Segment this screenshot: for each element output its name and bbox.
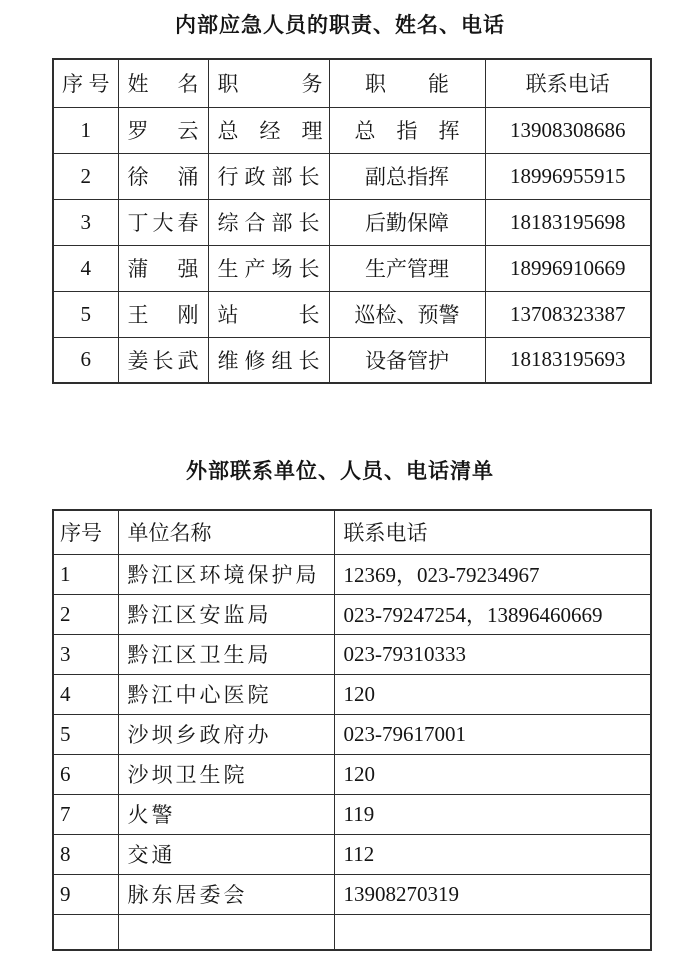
cell-phone: 13908270319 — [334, 874, 651, 914]
table-row — [53, 245, 651, 291]
cell-phone: 13908308686 — [485, 107, 651, 153]
table-row — [53, 554, 651, 594]
cell-serial: 6 — [53, 754, 118, 794]
cell-role: 设备管护 — [329, 337, 485, 383]
cell-phone: 13708323387 — [485, 291, 651, 337]
cell-serial: 7 — [53, 794, 118, 834]
cell-phone: 119 — [334, 794, 651, 834]
internal-header-row — [53, 59, 651, 107]
table-row — [53, 874, 651, 914]
cell-role: 后勤保障 — [329, 199, 485, 245]
internal-table-title: 内部应急人员的职责、姓名、电话 — [175, 13, 505, 37]
cell-serial: 2 — [53, 594, 118, 634]
cell-serial: 1 — [53, 554, 118, 594]
cell-phone: 023-79247254，13896460669 — [334, 594, 651, 634]
cell-unit: 黔江区环境保护局 — [118, 554, 334, 594]
cell-phone: 18996910669 — [485, 245, 651, 291]
cell-name: 姜长武 — [118, 337, 208, 383]
table-row — [53, 674, 651, 714]
cell-serial: 5 — [53, 714, 118, 754]
cell-unit: 沙坝卫生院 — [118, 754, 334, 794]
table-row — [53, 634, 651, 674]
cell-serial: 3 — [53, 199, 118, 245]
table-row — [53, 153, 651, 199]
cell-name: 蒲 强 — [118, 245, 208, 291]
cell-phone: 18183195693 — [485, 337, 651, 383]
cell-position: 综合部长 — [208, 199, 329, 245]
cell-unit: 脉东居委会 — [118, 874, 334, 914]
table-row — [53, 594, 651, 634]
cell-unit: 黔江中心医院 — [118, 674, 334, 714]
cell-serial: 6 — [53, 337, 118, 383]
cell-role: 巡检、预警 — [329, 291, 485, 337]
cell-unit: 交通 — [118, 834, 334, 874]
cell-position: 总 经 理 — [208, 107, 329, 153]
table-row-empty — [53, 914, 651, 950]
cell-serial: 3 — [53, 634, 118, 674]
cell-phone: 112 — [334, 834, 651, 874]
external-contacts-table — [52, 509, 652, 951]
col-header-phone: 联系电话 — [334, 510, 651, 554]
col-header-unit: 单位名称 — [118, 510, 334, 554]
cell-position: 生产场长 — [208, 245, 329, 291]
cell-unit — [118, 914, 334, 950]
cell-phone: 18996955915 — [485, 153, 651, 199]
cell-phone: 12369，023-79234967 — [334, 554, 651, 594]
table-row — [53, 834, 651, 874]
cell-unit: 黔江区安监局 — [118, 594, 334, 634]
cell-phone: 120 — [334, 754, 651, 794]
cell-name: 罗 云 — [118, 107, 208, 153]
table-row — [53, 107, 651, 153]
cell-serial: 8 — [53, 834, 118, 874]
cell-phone: 023-79617001 — [334, 714, 651, 754]
col-header-position: 职 务 — [208, 59, 329, 107]
external-table-title: 外部联系单位、人员、电话清单 — [186, 459, 494, 483]
external-header-row — [53, 510, 651, 554]
cell-serial: 9 — [53, 874, 118, 914]
table-row — [53, 199, 651, 245]
col-header-serial: 序号 — [53, 510, 118, 554]
cell-role: 副总指挥 — [329, 153, 485, 199]
cell-name: 徐 涌 — [118, 153, 208, 199]
cell-serial: 4 — [53, 674, 118, 714]
cell-serial: 2 — [53, 153, 118, 199]
cell-name: 王 刚 — [118, 291, 208, 337]
cell-unit: 火警 — [118, 794, 334, 834]
table-row — [53, 714, 651, 754]
cell-unit: 沙坝乡政府办 — [118, 714, 334, 754]
cell-position: 维修组长 — [208, 337, 329, 383]
cell-role: 生产管理 — [329, 245, 485, 291]
cell-serial: 5 — [53, 291, 118, 337]
table-row — [53, 291, 651, 337]
cell-phone: 023-79310333 — [334, 634, 651, 674]
cell-serial: 1 — [53, 107, 118, 153]
cell-phone — [334, 914, 651, 950]
col-header-serial: 序号 — [53, 59, 118, 107]
cell-position: 站 长 — [208, 291, 329, 337]
cell-position: 行政部长 — [208, 153, 329, 199]
col-header-role: 职 能 — [329, 59, 485, 107]
internal-emergency-table — [52, 58, 652, 384]
cell-unit: 黔江区卫生局 — [118, 634, 334, 674]
table-row — [53, 754, 651, 794]
col-header-name: 姓 名 — [118, 59, 208, 107]
cell-name: 丁大春 — [118, 199, 208, 245]
table-row — [53, 337, 651, 383]
cell-phone: 18183195698 — [485, 199, 651, 245]
cell-role: 总 指 挥 — [329, 107, 485, 153]
cell-serial — [53, 914, 118, 950]
cell-phone: 120 — [334, 674, 651, 714]
table-row — [53, 794, 651, 834]
col-header-phone: 联系电话 — [485, 59, 651, 107]
cell-serial: 4 — [53, 245, 118, 291]
